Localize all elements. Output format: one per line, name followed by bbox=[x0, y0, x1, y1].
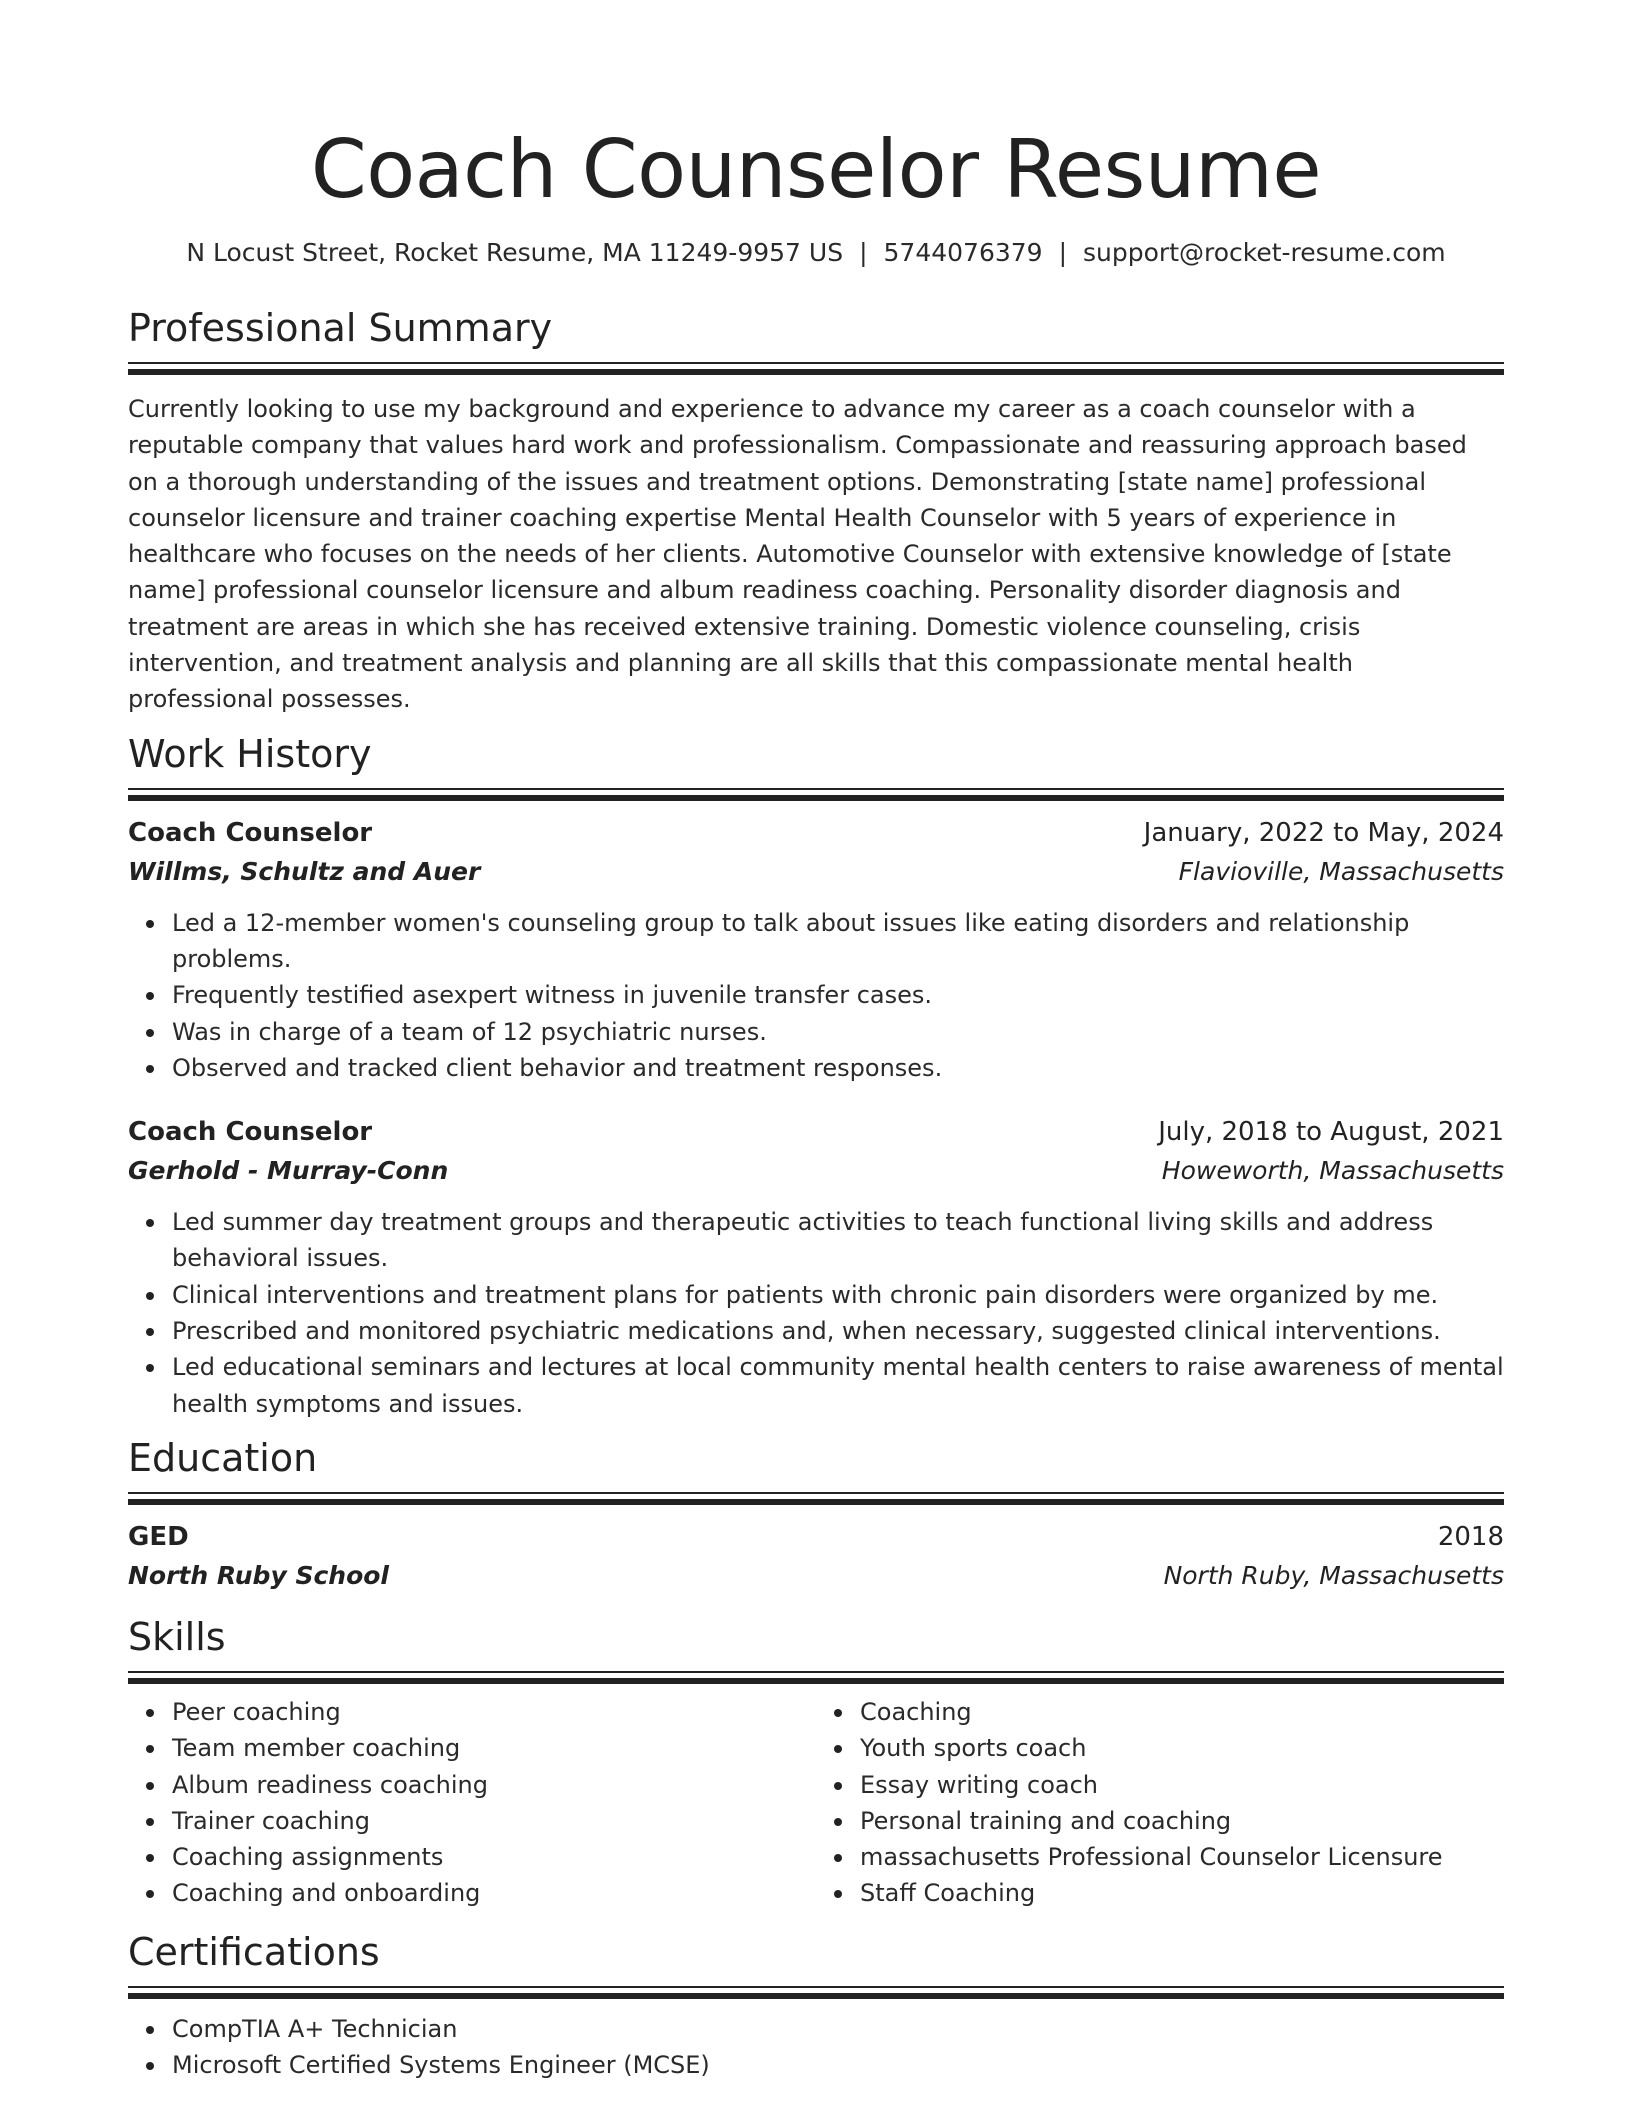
section-divider-thick bbox=[128, 795, 1504, 801]
section-divider bbox=[128, 788, 1504, 790]
contact-separator: | bbox=[859, 238, 868, 267]
section-heading-education: Education bbox=[128, 1435, 318, 1480]
job-location: Howeworth, Massachusetts bbox=[1161, 1156, 1504, 1186]
section-heading-skills: Skills bbox=[128, 1614, 226, 1659]
list-item: Observed and tracked client behavior and treatment responses. bbox=[172, 1050, 1504, 1086]
list-item: Coaching and onboarding bbox=[172, 1875, 816, 1911]
list-item: Coaching assignments bbox=[172, 1839, 816, 1875]
list-item: Album readiness coaching bbox=[172, 1767, 816, 1803]
education-degree: GED bbox=[128, 1521, 189, 1552]
list-item: Frequently testified asexpert witness in juvenile transfer cases. bbox=[172, 977, 1504, 1013]
skills-column-right bbox=[816, 1694, 1504, 1912]
resume-title: Coach Counselor Resume bbox=[310, 123, 1322, 216]
list-item: Staff Coaching bbox=[860, 1875, 1504, 1911]
section-divider-thick bbox=[128, 1993, 1504, 1999]
work-section bbox=[128, 730, 1504, 1422]
section-divider bbox=[128, 1986, 1504, 1988]
job-company: Willms, Schultz and Auer bbox=[128, 856, 481, 886]
contact-email: support@rocket-resume.com bbox=[1083, 238, 1446, 267]
list-item: Prescribed and monitored psychiatric medications and, when necessary, suggested clinical interventions. bbox=[172, 1313, 1504, 1349]
list-item: Clinical interventions and treatment plans for patients with chronic pain disorders were organized by me. bbox=[172, 1277, 1504, 1313]
list-item: CompTIA A+ Technician bbox=[172, 2011, 1504, 2047]
list-item: Coaching bbox=[860, 1694, 1504, 1730]
section-divider-thick bbox=[128, 1499, 1504, 1505]
section-divider-thick bbox=[128, 1678, 1504, 1684]
section-divider bbox=[128, 1671, 1504, 1673]
job-title: Coach Counselor bbox=[128, 817, 373, 848]
contact-phone: 5744076379 bbox=[883, 238, 1043, 267]
section-divider bbox=[128, 362, 1504, 364]
list-item: Led a 12-member women's counseling group to talk about issues like eating disorders and relationship problems. bbox=[172, 905, 1504, 978]
section-heading-work: Work History bbox=[128, 731, 372, 776]
list-item: Microsoft Certified Systems Engineer (MCSE) bbox=[172, 2047, 1504, 2083]
job-entry bbox=[128, 813, 1504, 1086]
list-item: Trainer coaching bbox=[172, 1803, 816, 1839]
education-school: North Ruby School bbox=[128, 1560, 389, 1590]
job-bullets bbox=[128, 905, 1504, 1086]
list-item: Was in charge of a team of 12 psychiatric nurses. bbox=[172, 1014, 1504, 1050]
section-heading-summary: Professional Summary bbox=[128, 306, 553, 350]
job-bullets bbox=[128, 1204, 1504, 1422]
resume-page bbox=[128, 0, 1504, 2083]
section-heading-certifications: Certifications bbox=[128, 1929, 380, 1974]
job-entry bbox=[128, 1112, 1504, 1422]
skills-section bbox=[128, 1613, 1504, 1912]
list-item: Led summer day treatment groups and therapeutic activities to teach functional living skills and address behavioral issues. bbox=[172, 1204, 1504, 1277]
list-item: Youth sports coach bbox=[860, 1730, 1504, 1766]
education-section bbox=[128, 1434, 1504, 1595]
contact-line bbox=[128, 236, 1504, 270]
list-item: Peer coaching bbox=[172, 1694, 816, 1730]
certifications-list bbox=[128, 2011, 1504, 2084]
list-item: massachusetts Professional Counselor Licensure bbox=[860, 1839, 1504, 1875]
list-item: Team member coaching bbox=[172, 1730, 816, 1766]
education-location: North Ruby, Massachusetts bbox=[1163, 1560, 1504, 1590]
job-title: Coach Counselor bbox=[128, 1117, 373, 1148]
list-item: Essay writing coach bbox=[860, 1767, 1504, 1803]
job-company: Gerhold - Murray-Conn bbox=[128, 1156, 449, 1186]
certifications-section bbox=[128, 1928, 1504, 2084]
contact-address: N Locust Street, Rocket Resume, MA 11249-9957 US bbox=[186, 238, 844, 267]
section-divider bbox=[128, 1492, 1504, 1494]
job-dates: January, 2022 to May, 2024 bbox=[1143, 817, 1504, 848]
job-dates: July, 2018 to August, 2021 bbox=[1158, 1117, 1504, 1148]
contact-separator: | bbox=[1058, 238, 1068, 267]
section-divider-thick bbox=[128, 369, 1504, 375]
list-item: Led educational seminars and lectures at local community mental health centers to raise awareness of mental health symptoms and issues. bbox=[172, 1349, 1504, 1422]
summary-text: Currently looking to use my background and experience to advance my career as a coach counselor with a reputable company that values hard work and professionalism. Compassionate and reassuring approach based on a thorough understanding of the issues and treatment options. Demonstrating [state name] professional counselor licensure and trainer coaching expertise Mental Health Counselor with 5 years of experience in healthcare who focuses on the needs of her clients. Automotive Counselor with extensive knowledge of [state name] professional counselor licensure and album readiness coaching. Personality disorder diagnosis and treatment are areas in which she has received extensive training. Domestic violence counseling, crisis intervention, and treatment analysis and planning are all skills that this compassionate mental health professional possesses. bbox=[128, 395, 1467, 714]
skills-grid bbox=[128, 1694, 1504, 1912]
summary-section bbox=[128, 304, 1504, 718]
education-year: 2018 bbox=[1437, 1521, 1504, 1552]
list-item: Personal training and coaching bbox=[860, 1803, 1504, 1839]
skills-column-left bbox=[128, 1694, 816, 1912]
job-location: Flavioville, Massachusetts bbox=[1178, 856, 1504, 886]
